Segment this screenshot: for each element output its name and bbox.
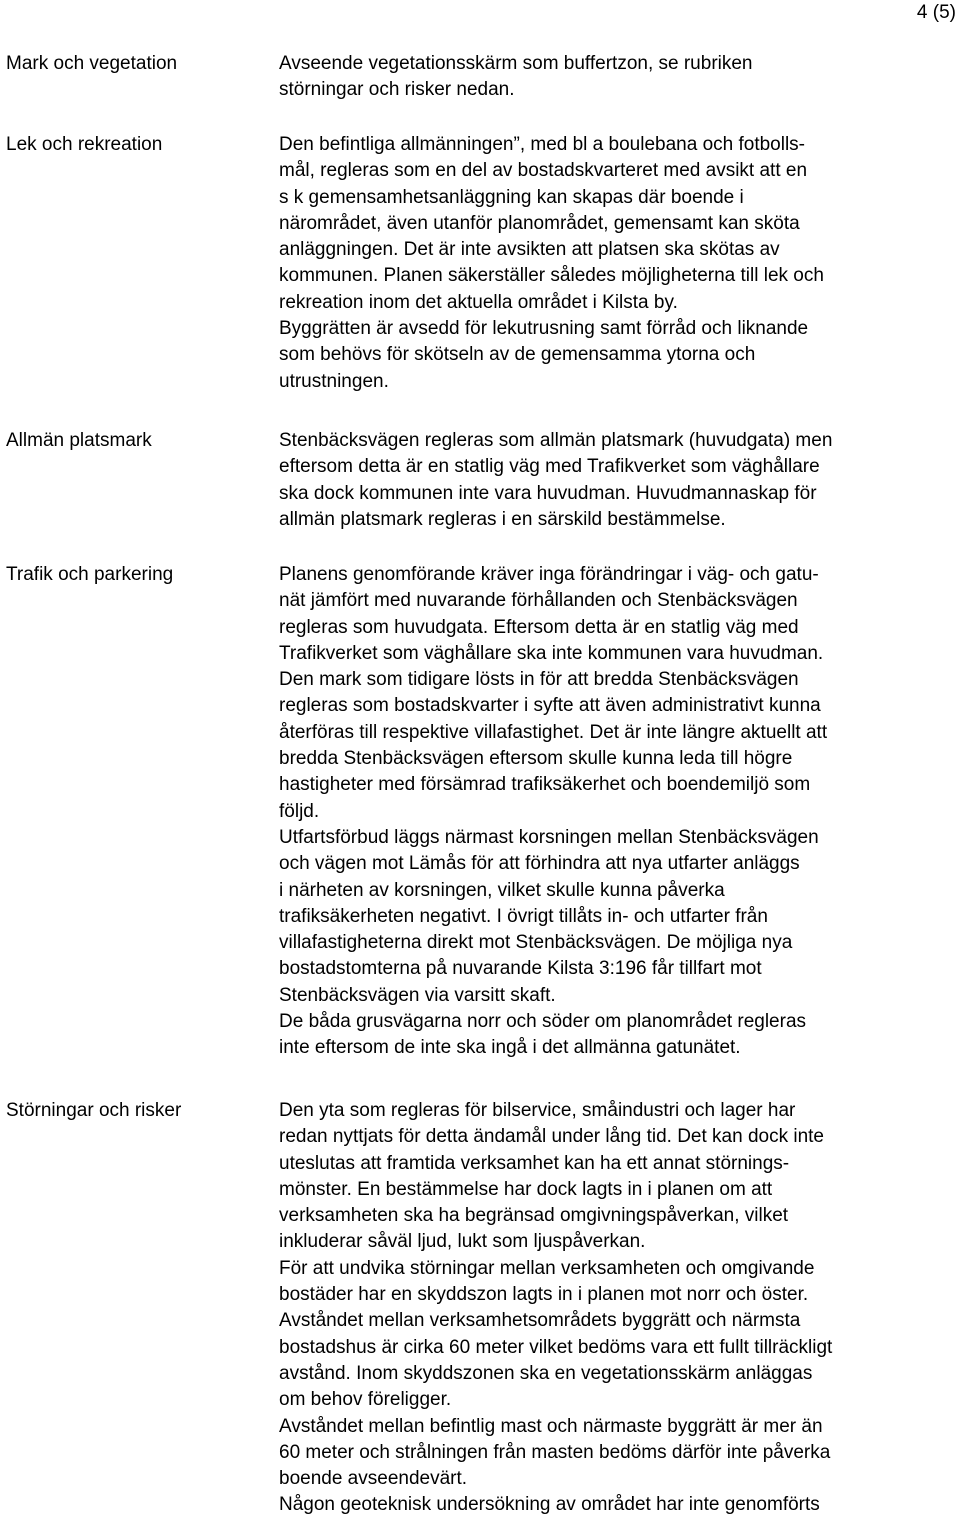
text-line: avstånd. Inom skyddszonen ska en vegetationsskärm anläggas <box>279 1362 813 1384</box>
text-line: Trafikverket som väghållare ska inte kommunen vara huvudman. <box>279 642 824 664</box>
text-line: Byggrätten är avsedd för lekutrusning samt förråd och liknande <box>279 318 809 340</box>
text-line: nät jämfört med nuvarande förhållanden och Stenbäcksvägen <box>279 590 798 612</box>
text-line: Den befintliga allmänningen”, med bl a boulebana och fotbolls- <box>279 134 806 155</box>
section-heading: Allmän platsmark <box>6 430 152 451</box>
section-heading: Mark och vegetation <box>6 53 178 74</box>
text-line: För att undvika störningar mellan verksamheten och omgivande <box>279 1257 815 1279</box>
text-line: ska dock kommunen inte vara huvudman. Huvudmannaskap för <box>279 482 817 504</box>
text-line: närområdet, även utanför planområdet, gemensamt kan sköta <box>279 212 800 234</box>
text-line: anläggningen. Det är inte avsikten att platsen ska skötas av <box>279 239 780 261</box>
section-body <box>279 51 959 104</box>
text-line: återföras till respektive villafastighet. Det är inte längre aktuellt att <box>279 721 828 743</box>
text-line: Den mark som tidigare lösts in för att bredda Stenbäcksvägen <box>279 669 799 691</box>
text-line: inte eftersom de inte ska ingå i det allmänna gatunätet. <box>279 1037 741 1059</box>
text-line: följd. <box>279 800 320 822</box>
text-line: mål, regleras som en del av bostadskvarteret med avsikt att en <box>279 160 808 182</box>
section-body <box>279 428 959 533</box>
text-line: Stenbäcksvägen via varsitt skaft. <box>279 984 556 1006</box>
section-body <box>279 132 959 395</box>
text-line: uteslutas att framtida verksamhet kan ha ett annat störnings- <box>279 1152 790 1174</box>
text-line: Planens genomförande kräver inga förändringar i väg- och gatu- <box>279 564 819 585</box>
text-line: regleras som bostadskvarter i syfte att även administrativt kunna <box>279 695 821 717</box>
text-line: Stenbäcksvägen regleras som allmän platsmark (huvudgata) men <box>279 430 833 451</box>
text-line: verksamheten ska ha begränsad omgivningspåverkan, vilket <box>279 1205 789 1227</box>
text-line: villafastigheterna direkt mot Stenbäcksvägen. De möjliga nya <box>279 932 793 954</box>
text-line: rekreation inom det aktuella området i Kilsta by. <box>279 291 678 313</box>
text-line: regleras som huvudgata. Eftersom detta är en statlig väg med <box>279 616 799 638</box>
text-line: 60 meter och strålningen från masten bedöms därför inte påverka <box>279 1441 831 1463</box>
page-number: 4 (5) <box>916 2 956 23</box>
text-line: eftersom detta är en statlig väg med Trafikverket som väghållare <box>279 456 820 478</box>
text-line: hastigheter med försämrad trafiksäkerhet och boendemiljö som <box>279 774 811 796</box>
section-heading: Störningar och risker <box>6 1100 182 1121</box>
text-line: Avseende vegetationsskärm som buffertzon, se rubriken <box>279 53 753 74</box>
text-line: om behov föreligger. <box>279 1389 452 1411</box>
text-line: Utfartsförbud läggs närmast korsningen mellan Stenbäcksvägen <box>279 826 819 848</box>
text-line: i närheten av korsningen, vilket skulle kunna påverka <box>279 879 725 901</box>
text-line: och vägen mot Lämås för att förhindra att nya utfarter anläggs <box>279 853 800 875</box>
text-line: allmän platsmark regleras i en särskild bestämmelse. <box>279 508 726 530</box>
section-body <box>279 562 959 1062</box>
section-heading: Trafik och parkering <box>6 564 174 585</box>
text-line: som behövs för skötseln av de gemensamma ytorna och <box>279 344 756 366</box>
text-line: utrustningen. <box>279 370 389 392</box>
text-line: kommunen. Planen säkerställer således möjligheterna till lek och <box>279 265 824 287</box>
section-body <box>279 1098 959 1519</box>
text-line: Den yta som regleras för bilservice, småindustri och lager har <box>279 1100 796 1121</box>
text-line: mönster. En bestämmelse har dock lagts in i planen om att <box>279 1178 773 1200</box>
text-line: Avståndet mellan verksamhetsområdets byggrätt och närmsta <box>279 1310 801 1332</box>
section-heading: Lek och rekreation <box>6 134 163 155</box>
text-line: Någon geoteknisk undersökning av området har inte genomförts <box>279 1494 820 1516</box>
text-line: bostäder har en skyddszon lagts in i planen mot norr och öster. <box>279 1284 809 1306</box>
text-line: trafiksäkerheten negativt. I övrigt tillåts in- och utfarter från <box>279 905 768 927</box>
text-line: s k gemensamhetsanläggning kan skapas där boende i <box>279 186 744 208</box>
text-line: bredda Stenbäcksvägen eftersom skulle kunna leda till högre <box>279 748 793 770</box>
text-line: boende avseendevärt. <box>279 1468 468 1490</box>
text-line: störningar och risker nedan. <box>279 79 515 101</box>
text-line: bostadstomterna på nuvarande Kilsta 3:196 får tillfart mot <box>279 958 762 980</box>
text-line: bostadshus är cirka 60 meter vilket bedöms vara ett fullt tillräckligt <box>279 1336 833 1358</box>
text-line: De båda grusvägarna norr och söder om planområdet regleras <box>279 1011 807 1033</box>
text-line: redan nyttjats för detta ändamål under lång tid. Det kan dock inte <box>279 1126 824 1148</box>
text-line: Avståndet mellan befintlig mast och närmaste byggrätt är mer än <box>279 1415 823 1437</box>
text-line: inkluderar såväl ljud, lukt som ljuspåverkan. <box>279 1231 646 1253</box>
